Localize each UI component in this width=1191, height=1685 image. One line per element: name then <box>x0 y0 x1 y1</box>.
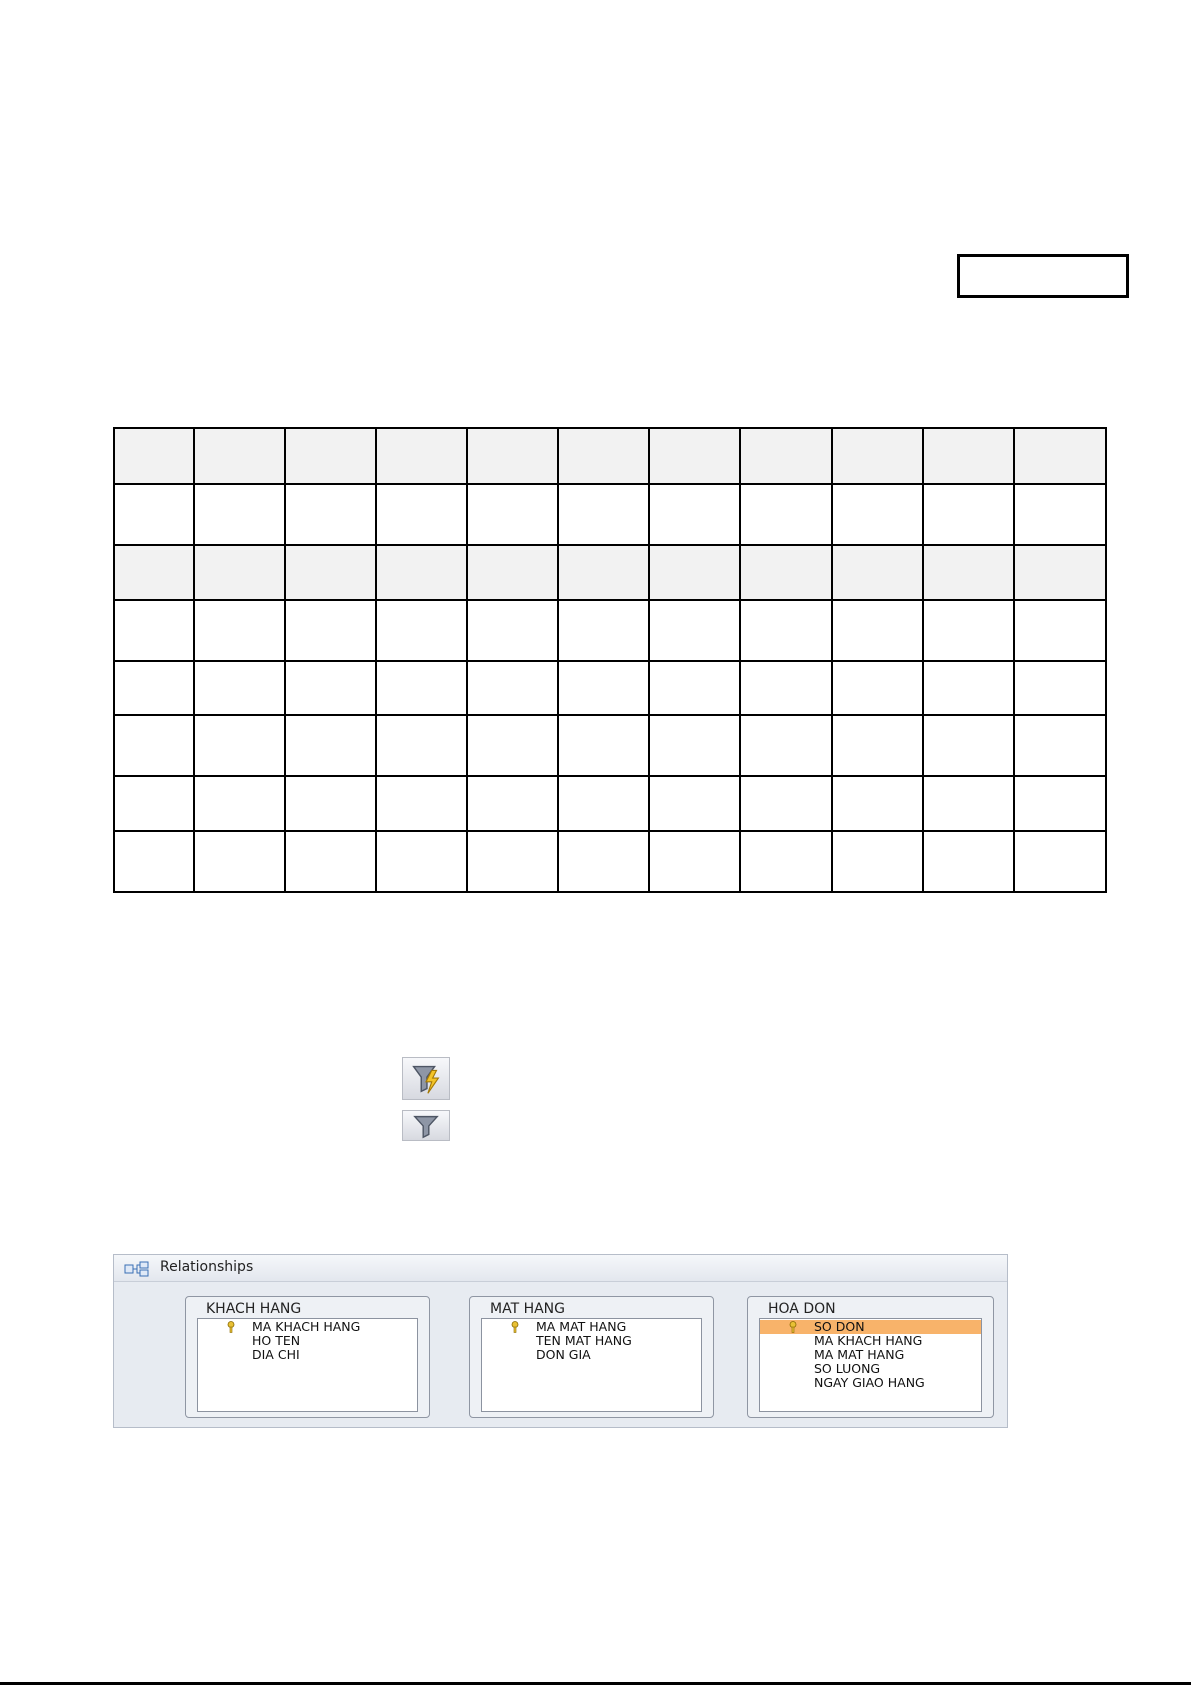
grid-cell <box>832 545 923 600</box>
table-card-mat-hang[interactable] <box>469 1296 714 1418</box>
grid-cell <box>558 715 649 776</box>
relationships-icon <box>124 1261 150 1277</box>
grid-cell <box>740 545 832 600</box>
key-icon <box>226 1321 236 1333</box>
field-row[interactable] <box>760 1334 981 1348</box>
relationships-window <box>113 1254 1008 1428</box>
grid-cell <box>1014 545 1106 600</box>
advanced-filter-icon[interactable] <box>402 1057 450 1100</box>
grid-cell <box>1014 661 1106 715</box>
field-row[interactable] <box>482 1348 701 1362</box>
grid-cell <box>114 484 194 545</box>
grid-cell <box>740 715 832 776</box>
grid-cell <box>832 484 923 545</box>
field-label: DON GIA <box>536 1347 591 1362</box>
grid-cell <box>285 776 376 831</box>
table-name: KHACH HANG <box>206 1301 302 1317</box>
grid-cell <box>1014 428 1106 484</box>
grid-cell <box>649 484 740 545</box>
grid-cell <box>285 600 376 661</box>
grid-cell <box>649 776 740 831</box>
grid-cell <box>740 428 832 484</box>
field-label: NGAY GIAO HANG <box>814 1375 925 1390</box>
grid-cell <box>194 776 285 831</box>
grid-cell <box>558 545 649 600</box>
field-row[interactable] <box>482 1320 701 1334</box>
grid-cell <box>558 600 649 661</box>
field-label: SO LUONG <box>814 1361 881 1376</box>
grid-cell <box>114 831 194 892</box>
answer-box <box>957 254 1129 298</box>
grid-cell <box>467 776 558 831</box>
grid-row <box>114 776 1106 831</box>
grid-cell <box>740 831 832 892</box>
grid-cell <box>558 776 649 831</box>
grid-cell <box>194 715 285 776</box>
grid-cell <box>376 600 467 661</box>
grid-cell <box>740 776 832 831</box>
field-label: MA KHACH HANG <box>252 1319 361 1334</box>
grid-cell <box>376 776 467 831</box>
field-list[interactable] <box>197 1318 418 1412</box>
grid-cell <box>376 715 467 776</box>
grid-cell <box>114 545 194 600</box>
field-row[interactable] <box>198 1334 417 1348</box>
field-row[interactable] <box>198 1348 417 1362</box>
grid-cell <box>467 484 558 545</box>
field-row[interactable] <box>760 1348 981 1362</box>
field-row[interactable] <box>198 1320 417 1334</box>
grid-cell <box>285 831 376 892</box>
grid-cell <box>194 600 285 661</box>
grid-cell <box>923 715 1014 776</box>
grid-cell <box>923 428 1014 484</box>
grid-row <box>114 545 1106 600</box>
grid-cell <box>285 661 376 715</box>
grid-cell <box>1014 831 1106 892</box>
grid-row <box>114 600 1106 661</box>
key-icon <box>788 1321 798 1333</box>
table-card-khach-hang[interactable] <box>185 1296 430 1418</box>
grid-cell <box>558 428 649 484</box>
field-row[interactable] <box>760 1362 981 1376</box>
grid-cell <box>467 831 558 892</box>
grid-cell <box>1014 776 1106 831</box>
grid-cell <box>114 600 194 661</box>
relationships-titlebar <box>114 1255 1007 1282</box>
grid-cell <box>285 715 376 776</box>
grid-cell <box>649 831 740 892</box>
field-row[interactable] <box>760 1376 981 1390</box>
grid-cell <box>194 428 285 484</box>
grid-cell <box>649 600 740 661</box>
grid-cell <box>1014 484 1106 545</box>
filter-icon[interactable] <box>402 1110 450 1141</box>
grid-cell <box>558 831 649 892</box>
field-list[interactable] <box>759 1318 982 1412</box>
grid-cell <box>467 545 558 600</box>
grid-cell <box>832 715 923 776</box>
field-label: TEN MAT HANG <box>536 1333 632 1348</box>
grid-cell <box>649 545 740 600</box>
grid-cell <box>923 776 1014 831</box>
field-label: MA KHACH HANG <box>814 1333 923 1348</box>
field-list[interactable] <box>481 1318 702 1412</box>
grid-row <box>114 831 1106 892</box>
grid-cell <box>376 428 467 484</box>
table-card-hoa-don[interactable] <box>747 1296 994 1418</box>
grid-cell <box>832 831 923 892</box>
field-label: DIA CHI <box>252 1347 300 1362</box>
grid-cell <box>376 545 467 600</box>
grid-cell <box>285 484 376 545</box>
grid-cell <box>114 428 194 484</box>
grid-cell <box>923 600 1014 661</box>
grid-cell <box>649 715 740 776</box>
grid-row <box>114 428 1106 484</box>
grid-cell <box>923 484 1014 545</box>
grid-cell <box>649 428 740 484</box>
grid-cell <box>740 661 832 715</box>
grid-cell <box>467 715 558 776</box>
key-icon <box>510 1321 520 1333</box>
grid-row <box>114 484 1106 545</box>
grid-cell <box>649 661 740 715</box>
table-name: MAT HANG <box>490 1301 565 1317</box>
grid-cell <box>832 661 923 715</box>
table-name: HOA DON <box>768 1301 836 1317</box>
grid-cell <box>194 484 285 545</box>
grid-cell <box>558 484 649 545</box>
grid-cell <box>740 600 832 661</box>
grid-row <box>114 715 1106 776</box>
grid-cell <box>467 600 558 661</box>
grid-cell <box>467 428 558 484</box>
grid-cell <box>376 661 467 715</box>
grid-cell <box>114 776 194 831</box>
grid-cell <box>832 600 923 661</box>
field-row[interactable] <box>482 1334 701 1348</box>
grid-cell <box>832 776 923 831</box>
grid-cell <box>923 831 1014 892</box>
field-label: SO DON <box>814 1319 865 1334</box>
grid-cell <box>1014 600 1106 661</box>
grid-cell <box>740 484 832 545</box>
grid-cell <box>376 484 467 545</box>
grid-row <box>114 661 1106 715</box>
field-label: MA MAT HANG <box>536 1319 627 1334</box>
grid-cell <box>194 545 285 600</box>
relationships-title: Relationships <box>160 1259 254 1275</box>
answer-grid <box>113 427 1107 893</box>
field-label: HO TEN <box>252 1333 301 1348</box>
grid-cell <box>467 661 558 715</box>
field-row-selected[interactable] <box>760 1320 981 1334</box>
grid-cell <box>923 661 1014 715</box>
grid-cell <box>285 545 376 600</box>
grid-cell <box>923 545 1014 600</box>
grid-cell <box>194 831 285 892</box>
grid-cell <box>114 661 194 715</box>
grid-cell <box>832 428 923 484</box>
grid-cell <box>194 661 285 715</box>
field-label: MA MAT HANG <box>814 1347 905 1362</box>
grid-cell <box>285 428 376 484</box>
grid-cell <box>1014 715 1106 776</box>
grid-cell <box>558 661 649 715</box>
grid-cell <box>114 715 194 776</box>
grid-cell <box>376 831 467 892</box>
